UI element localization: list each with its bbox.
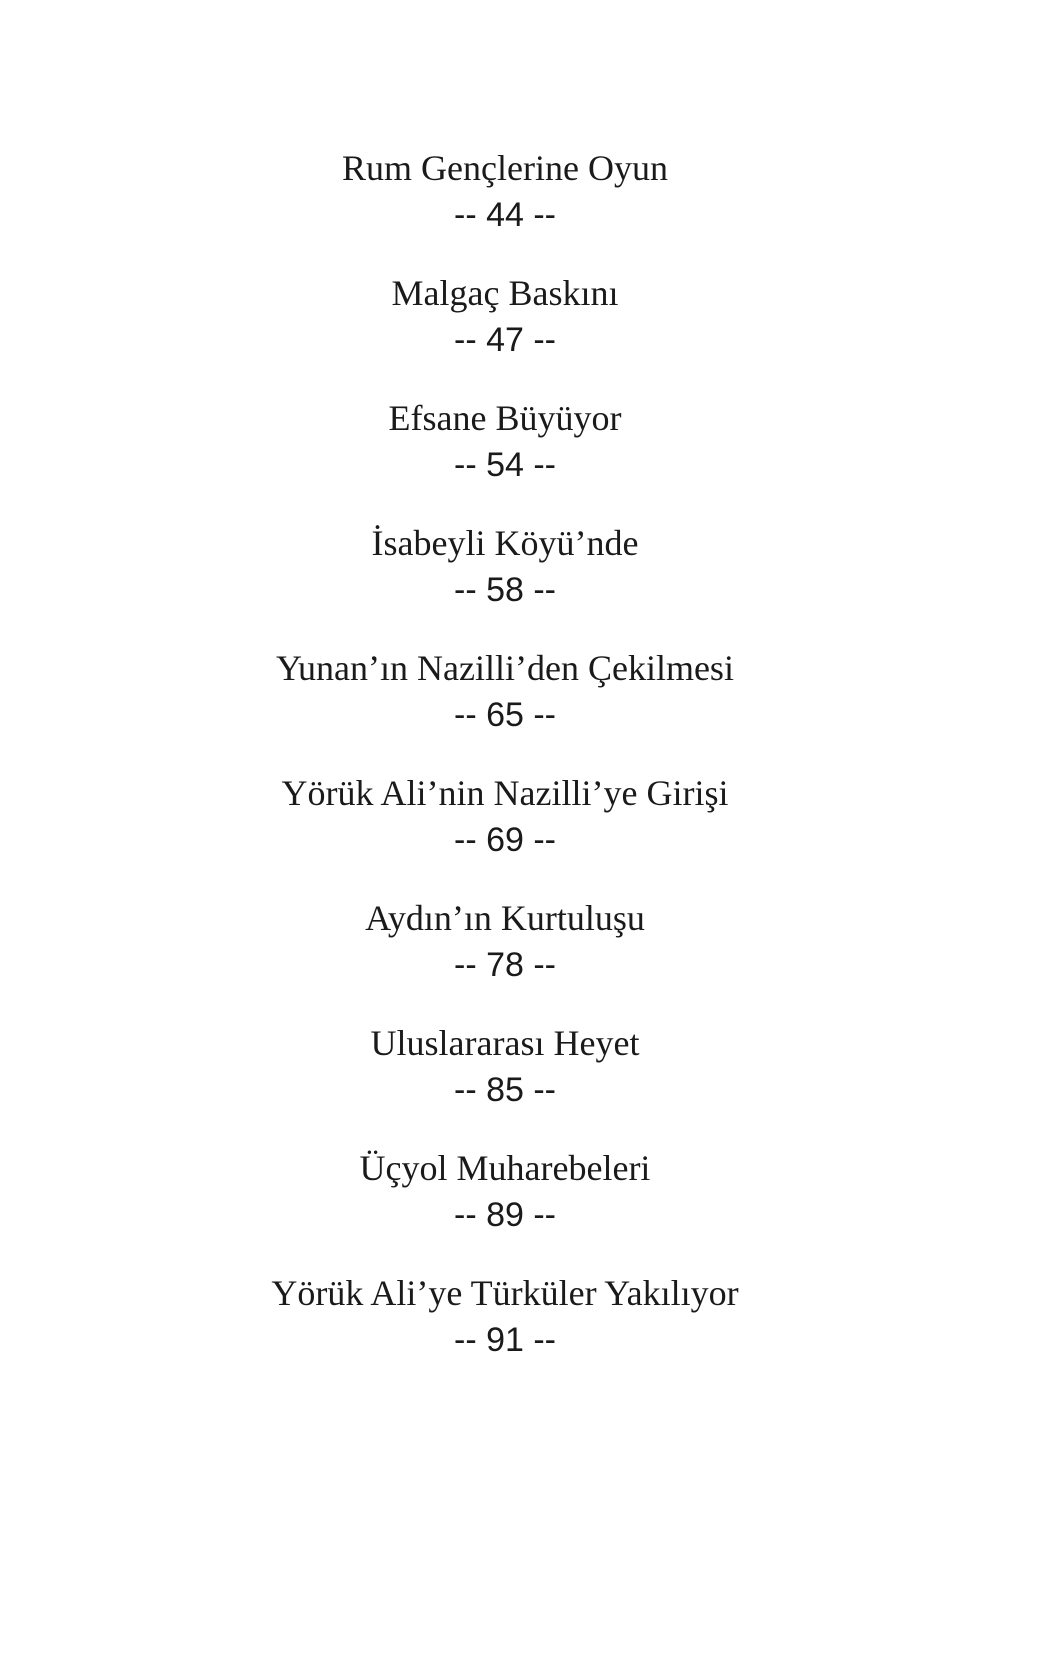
- toc-entry-title: Rum Gençlerine Oyun: [342, 148, 668, 188]
- toc-entry-page-number: -- 65 --: [454, 696, 556, 734]
- toc-entry-title: Üçyol Muharebeleri: [359, 1148, 651, 1188]
- toc-entry-title: Yörük Ali’ye Türküler Yakılıyor: [271, 1273, 739, 1313]
- toc-entry-page-number: -- 44 --: [454, 196, 556, 234]
- toc-entry: [0, 1021, 1010, 1112]
- toc-entry-page-number: -- 47 --: [454, 321, 556, 359]
- toc-entry: [0, 771, 1010, 862]
- toc-entry-page-number: -- 91 --: [454, 1321, 556, 1359]
- toc-entry-title: Aydın’ın Kurtuluşu: [365, 898, 645, 938]
- toc-entry: [0, 521, 1010, 612]
- toc-entry: [0, 896, 1010, 987]
- toc-entry-title: Uluslararası Heyet: [370, 1023, 640, 1063]
- toc-entry: [0, 271, 1010, 362]
- toc-entry-page-number: -- 58 --: [454, 571, 556, 609]
- toc-entry-title: Yunan’ın Nazilli’den Çekilmesi: [276, 648, 734, 688]
- toc-entry-title: Yörük Ali’nin Nazilli’ye Girişi: [281, 773, 729, 813]
- toc-entry-title: Malgaç Baskını: [391, 273, 619, 313]
- toc-entry: [0, 646, 1010, 737]
- toc-entry-title: İsabeyli Köyü’nde: [371, 523, 639, 563]
- toc-entry: [0, 146, 1010, 237]
- toc-entry: [0, 1146, 1010, 1237]
- toc-entry-page-number: -- 69 --: [454, 821, 556, 859]
- toc-entry-page-number: -- 78 --: [454, 946, 556, 984]
- toc-entry-page-number: -- 85 --: [454, 1071, 556, 1109]
- toc-entry-page-number: -- 89 --: [454, 1196, 556, 1234]
- toc-entry: [0, 396, 1010, 487]
- toc-entry-title: Efsane Büyüyor: [388, 398, 622, 438]
- toc-entry: [0, 1271, 1010, 1362]
- toc-entry-page-number: -- 54 --: [454, 446, 556, 484]
